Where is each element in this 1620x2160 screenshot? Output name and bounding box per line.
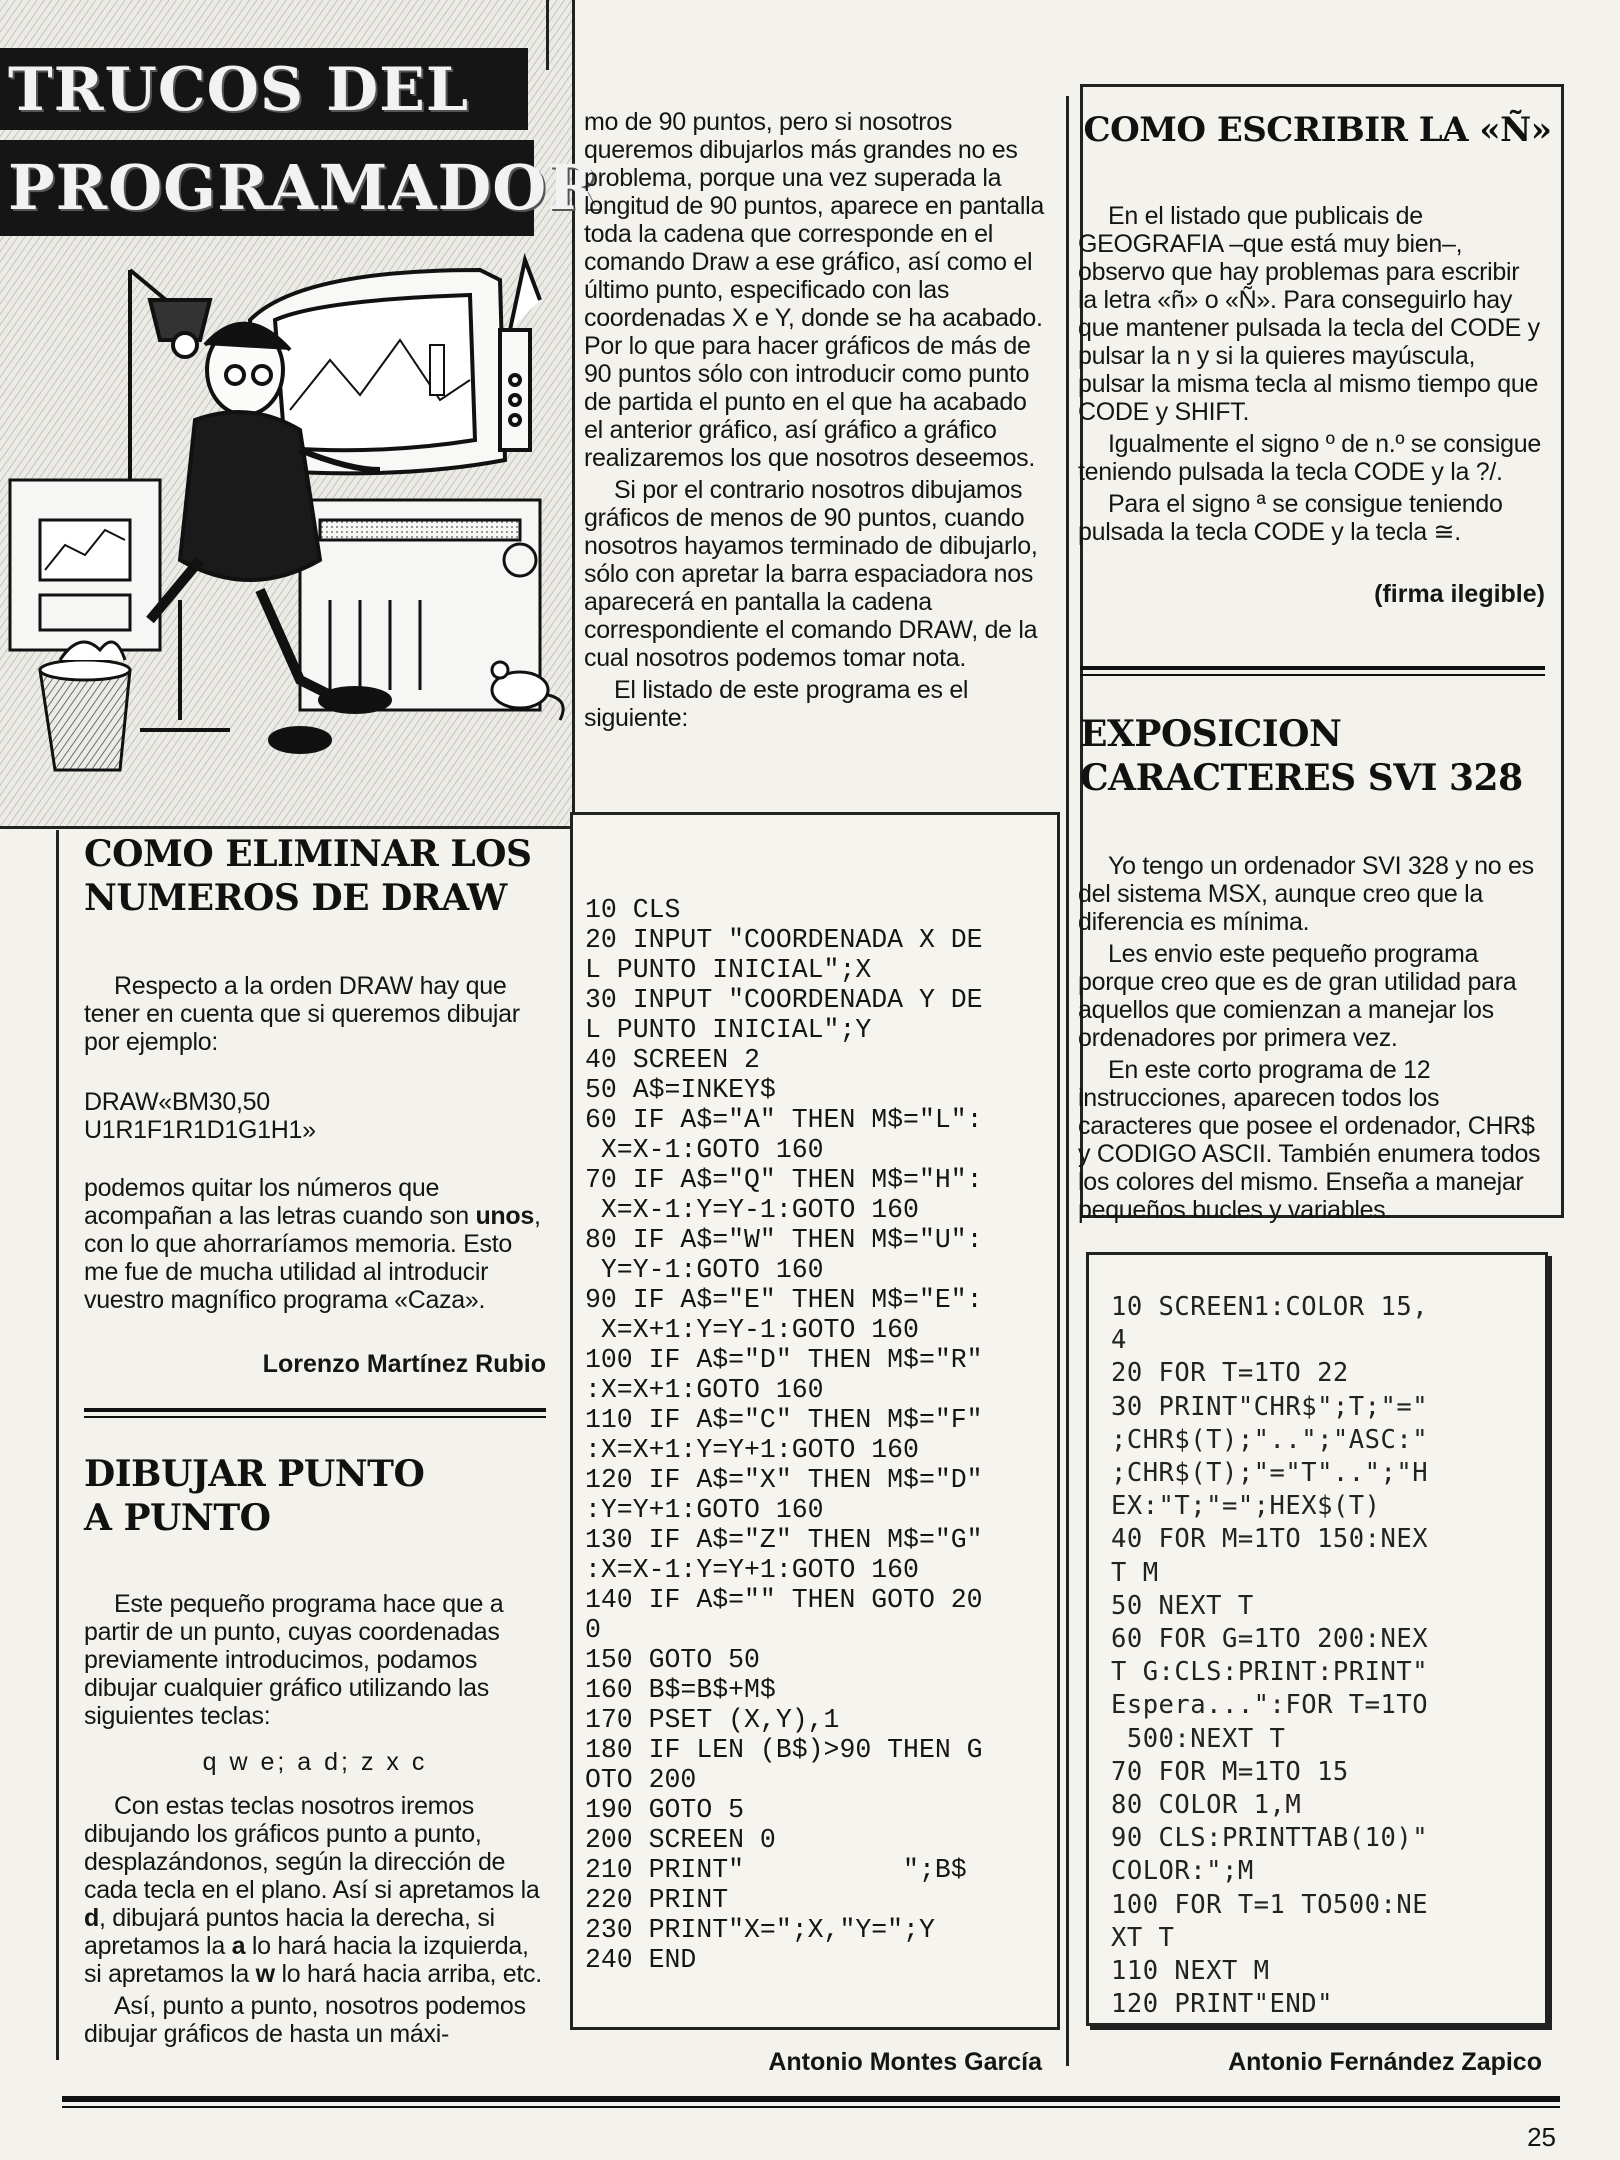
svi-listing-box	[1086, 1252, 1548, 2026]
punto-line: L PUNTO INICIAL";Y	[585, 1015, 872, 1045]
svi-line: 50 NEXT T	[1111, 1590, 1254, 1621]
footer-rule-thick	[62, 2096, 1560, 2102]
column2-intro-text	[584, 108, 1046, 736]
draw-divider-rule	[84, 1408, 546, 1412]
punto-signature: Antonio Montes García	[768, 2048, 1042, 2076]
draw-heading-line1: COMO ELIMINAR LOS	[84, 833, 532, 875]
draw-divider-rule-2	[84, 1416, 546, 1418]
svi-line: 120 PRINT"END"	[1111, 1989, 1333, 2020]
svi-signature: Antonio Fernández Zapico	[1228, 2048, 1542, 2076]
punto-section-heading	[84, 1452, 554, 1540]
svi-heading-line2: CARACTERES SVI 328	[1080, 757, 1523, 799]
punto-line: 40 SCREEN 2	[585, 1045, 760, 1075]
svi-line: COLOR:";M	[1111, 1856, 1254, 1887]
punto-line: 110 IF A$="C" THEN M$="F"	[585, 1405, 983, 1435]
punto-key-a: a	[231, 1932, 246, 1960]
punto-listing-box	[570, 812, 1060, 2030]
svi-paragraph-2: Les envio este pequeño programa porque creo que es de gran utilidad para aquellos que comienzan a manejar los ordenadores por primera vez.	[1078, 940, 1517, 1052]
punto-heading-line2: A PUNTO	[84, 1497, 271, 1539]
footer-rule-thin	[62, 2106, 1560, 2108]
banner-title-line1: TRUCOS DEL	[0, 48, 528, 130]
column-rule-middle	[1066, 96, 1069, 2066]
punto-line: 90 IF A$="E" THEN M$="E":	[585, 1285, 983, 1315]
svi-line: 80 COLOR 1,M	[1111, 1790, 1302, 1821]
punto-line: 100 IF A$="D" THEN M$="R"	[585, 1345, 983, 1375]
punto-line: 230 PRINT"X=";X,"Y=";Y	[585, 1915, 935, 1945]
punto-para2-d: lo hará hacia arriba, etc.	[274, 1960, 542, 1988]
punto-line: 0	[585, 1615, 601, 1645]
draw-signature: Lorenzo Martínez Rubio	[262, 1350, 546, 1378]
column-rule-left-bottom	[56, 830, 59, 2060]
punto-line: 150 GOTO 50	[585, 1645, 760, 1675]
svi-heading-line1: EXPOSICION	[1080, 713, 1342, 755]
punto-line: 170 PSET (X,Y),1	[585, 1705, 840, 1735]
svi-line: ;CHR$(T);"="T"..";"H	[1111, 1458, 1429, 1489]
draw-para2-bold: unos	[475, 1202, 534, 1230]
svi-line: 30 PRINT"CHR$";T;"="	[1111, 1391, 1429, 1422]
svi-line: XT T	[1111, 1922, 1175, 1953]
draw-intro: Respecto a la orden DRAW hay que tener en cuenta que si queremos dibujar por ejemplo:	[84, 972, 520, 1056]
punto-line: 190 GOTO 5	[585, 1795, 745, 1825]
svi-line: 4	[1111, 1325, 1127, 1356]
punto-line: 120 IF A$="X" THEN M$="D"	[585, 1465, 983, 1495]
punto-line: Y=Y-1:GOTO 160	[585, 1255, 824, 1285]
enye-paragraph-1: En el listado que publicais de GEOGRAFIA –que está muy bien–, observo que hay problemas para escribir la letra «ñ» o «Ñ». Para conseguirlo hay que mantener pulsada la tecla del CODE y pulsar la n y si la quieres mayúscula, pulsar la misma tecla al mismo tiempo que CODE y SHIFT.	[1078, 202, 1540, 426]
enye-divider-rule-2	[1080, 674, 1545, 676]
draw-para2-start: podemos quitar los números que acompañan a las letras cuando son	[84, 1174, 476, 1230]
svi-line: 60 FOR G=1TO 200:NEX	[1111, 1624, 1429, 1655]
svi-line: ;CHR$(T);"..";"ASC:"	[1111, 1424, 1429, 1455]
punto-paragraph-3: Así, punto a punto, nosotros podemos dibujar gráficos de hasta un máxi-	[84, 1992, 526, 2048]
punto-line: 50 A$=INKEY$	[585, 1075, 776, 1105]
svi-line: 500:NEXT T	[1111, 1723, 1286, 1754]
punto-line: 10 CLS	[585, 895, 681, 925]
draw-paragraph-2	[84, 1174, 546, 1314]
punto-key-w: w	[255, 1960, 275, 1988]
punto-paragraph-1: Este pequeño programa hace que a partir de un punto, cuyas coordenadas previamente introducimos, podamos dibujar cualquier gráfico utilizando las siguientes teclas:	[84, 1590, 504, 1730]
draw-para2-end: , con lo que ahorraríamos memoria. Esto me fue de mucha utilidad al introducir vuestro magnífico programa «Caza».	[84, 1202, 541, 1314]
punto-paragraph-2	[84, 1792, 546, 1988]
punto-keys: q w e; a d; z x c	[202, 1748, 428, 1776]
enye-paragraph-3: Para el signo ª se consigue teniendo pulsada la tecla CODE y la tecla ≅.	[1078, 490, 1503, 546]
punto-line: 20 INPUT "COORDENADA X DE	[585, 925, 983, 955]
column-rule-left-top	[546, 0, 549, 70]
punto-section-text	[84, 1590, 546, 2052]
enye-paragraph-2: Igualmente el signo º de n.º se consigue teniendo pulsada la tecla CODE y la ?/.	[1078, 430, 1541, 486]
intro-paragraph-1: mo de 90 puntos, pero si nosotros queremos dibujarlos más grandes no es problema, porque una vez superada la longitud de 90 puntos, aparece en pantalla toda la cadena que corresponde en el comando Draw a ese gráfico, así como el último punto, especificado con las coordenadas X e Y, donde se ha acabado. Por lo que para hacer gráficos de más de 90 puntos sólo con introducir como punto de partida el punto en el que ha acabado el anterior gráfico, así gráfico a gráfico realizaremos los que nosotros deseemos.	[584, 108, 1044, 472]
svi-line: 90 CLS:PRINTTAB(10)"	[1111, 1823, 1429, 1854]
punto-line: :Y=Y+1:GOTO 160	[585, 1495, 824, 1525]
punto-line: 60 IF A$="A" THEN M$="L":	[585, 1105, 983, 1135]
svi-line: 70 FOR M=1TO 15	[1111, 1756, 1349, 1787]
punto-line: 200 SCREEN 0	[585, 1825, 776, 1855]
punto-para2-c: lo hará hacia la izquierda, si apretamos la	[84, 1932, 529, 1988]
intro-paragraph-2: Si por el contrario nosotros dibujamos gráficos de menos de 90 puntos, cuando nosotros hayamos terminado de dibujarlo, sólo con apretar la barra espaciadora nos aparecerá en pantalla la cadena correspondiente el comando DRAW, de la cual nosotros podemos tomar nota.	[584, 476, 1038, 672]
svi-section-heading	[1080, 712, 1550, 800]
enye-divider-rule	[1080, 666, 1545, 670]
intro-paragraph-3: El listado de este programa es el siguiente:	[584, 676, 969, 732]
punto-line: 180 IF LEN (B$)>90 THEN G	[585, 1735, 983, 1765]
svi-section-text	[1078, 852, 1546, 1228]
punto-line: 80 IF A$="W" THEN M$="U":	[585, 1225, 983, 1255]
enye-section-heading: COMO ESCRIBIR LA «Ñ»	[1083, 110, 1552, 150]
punto-listing	[585, 895, 983, 1975]
punto-line: 220 PRINT	[585, 1885, 729, 1915]
svi-line: 100 FOR T=1 TO500:NE	[1111, 1889, 1429, 1920]
punto-line: 160 B$=B$+M$	[585, 1675, 776, 1705]
svi-line: T G:CLS:PRINT:PRINT"	[1111, 1657, 1429, 1688]
punto-line: 30 INPUT "COORDENADA Y DE	[585, 985, 983, 1015]
enye-section-text	[1078, 202, 1544, 550]
punto-heading-line1: DIBUJAR PUNTO	[84, 1453, 425, 1495]
svi-line: 10 SCREEN1:COLOR 15,	[1111, 1292, 1429, 1322]
svi-paragraph-1: Yo tengo un ordenador SVI 328 y no es del sistema MSX, aunque creo que la diferencia es mínima.	[1078, 852, 1534, 936]
banner-title-line2: PROGRAMADOR	[0, 140, 534, 236]
draw-example-line1: DRAW«BM30,50	[84, 1088, 270, 1116]
punto-line: 140 IF A$="" THEN GOTO 20	[585, 1585, 983, 1615]
draw-section-heading	[84, 832, 554, 920]
svi-line: EX:"T;"=";HEX$(T)	[1111, 1491, 1381, 1522]
enye-signature: (firma ilegible)	[1374, 580, 1545, 608]
punto-line: L PUNTO INICIAL";X	[585, 955, 872, 985]
svi-line: 110 NEXT M	[1111, 1956, 1270, 1987]
punto-line: 240 END	[585, 1945, 697, 1975]
punto-line: X=X-1:Y=Y-1:GOTO 160	[585, 1195, 919, 1225]
draw-example-line2: U1R1F1R1D1G1H1»	[84, 1116, 316, 1144]
svi-listing	[1111, 1291, 1428, 2021]
svi-paragraph-3: En este corto programa de 12 instrucciones, aparecen todos los caracteres que posee el ordenador, CHR$ y CODIGO ASCII. También enumera todos los colores del mismo. Enseña a manejar pequeños bucles y variables.	[1078, 1056, 1541, 1224]
draw-heading-line2: NUMEROS DE DRAW	[84, 877, 507, 919]
punto-line: 70 IF A$="Q" THEN M$="H":	[585, 1165, 983, 1195]
punto-line: :X=X+1:Y=Y+1:GOTO 160	[585, 1435, 919, 1465]
punto-line: X=X-1:GOTO 160	[585, 1135, 824, 1165]
punto-para2-b: , dibujará puntos hacia la derecha, si apretamos la	[84, 1904, 495, 1960]
svi-line: 40 FOR M=1TO 150:NEX	[1111, 1524, 1429, 1555]
draw-section-text	[84, 972, 546, 1318]
svi-line: T M	[1111, 1557, 1159, 1588]
punto-line: X=X+1:Y=Y-1:GOTO 160	[585, 1315, 919, 1345]
punto-line: OTO 200	[585, 1765, 697, 1795]
punto-line: :X=X+1:GOTO 160	[585, 1375, 824, 1405]
punto-line: 130 IF A$="Z" THEN M$="G"	[585, 1525, 983, 1555]
punto-para2-a: Con estas teclas nosotros iremos dibujando los gráficos punto a punto, desplazándonos, según la dirección de cada tecla en el plano. Así si apretamos la	[84, 1792, 540, 1904]
page-number: 25	[1527, 2122, 1556, 2152]
punto-line: :X=X-1:Y=Y+1:GOTO 160	[585, 1555, 919, 1585]
punto-key-d: d	[84, 1904, 99, 1932]
svi-line: 20 FOR T=1TO 22	[1111, 1358, 1349, 1389]
punto-line: 210 PRINT" ";B$	[585, 1855, 967, 1885]
svi-line: Espera...":FOR T=1TO	[1111, 1690, 1429, 1721]
